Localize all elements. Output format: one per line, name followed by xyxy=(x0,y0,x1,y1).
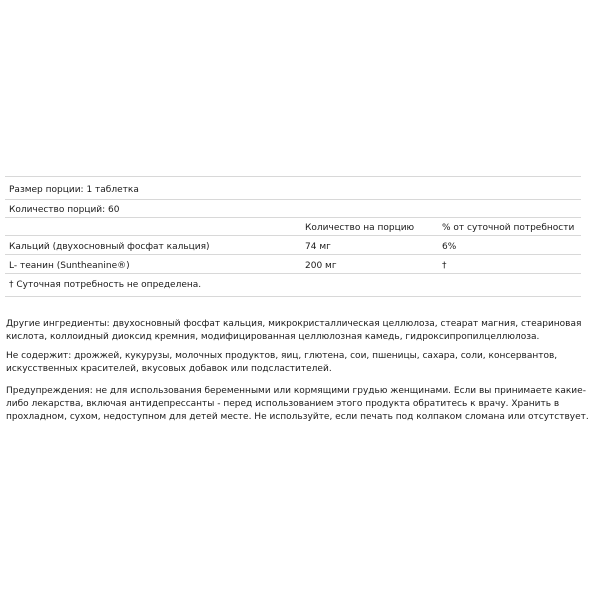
daily-value-footnote: † Суточная потребность не определена. xyxy=(9,280,202,290)
nutrient-amount: 200 мг xyxy=(305,261,337,271)
nutrient-daily-value: † xyxy=(442,261,447,271)
amount-column-header: Количество на порцию xyxy=(305,223,415,233)
supplement-facts-table xyxy=(5,176,581,297)
warnings-paragraph xyxy=(6,385,589,424)
other-ingredients-paragraph xyxy=(6,318,582,344)
nutrient-daily-value: 6% xyxy=(442,242,457,252)
table-row xyxy=(5,235,581,254)
servings-per-container-text: Количество порций: 60 xyxy=(9,205,120,215)
warnings-line: либо лекарства, включая антидепрессанты - перед использованием этого продукта обратитесь к врачу. Хранить в xyxy=(6,399,560,409)
free-from-line: искусственных красителей, вкусовых добавок или подсластителей. xyxy=(6,364,332,374)
warnings-line: Предупреждения: не для использования беременными или кормящими грудью женщинами. Если вы принимаете какие- xyxy=(6,386,586,396)
other-ingredients-line: Другие ингредиенты: двухосновный фосфат кальция, микрокристаллическая целлюлоза, стеарат магния, стеариновая xyxy=(6,319,582,329)
other-ingredients-line: кислота, коллоидный диоксид кремния, модифицированная целлюлозная камедь, гидроксипропилцеллюлоза. xyxy=(6,332,540,342)
table-header-row xyxy=(5,217,581,235)
footnote-row xyxy=(5,273,581,297)
free-from-paragraph xyxy=(6,350,578,376)
daily-value-column-header: % от суточной потребности xyxy=(442,223,575,233)
nutrient-amount: 74 мг xyxy=(305,242,331,252)
table-row xyxy=(5,254,581,273)
free-from-line: Не содержит: дрожжей, кукурузы, молочных продуктов, яиц, глютена, сои, пшеницы, сахара, соли, консервантов, xyxy=(6,351,558,361)
servings-per-container-row xyxy=(5,199,581,217)
serving-size-text: Размер порции: 1 таблетка xyxy=(9,185,139,195)
warnings-line: прохладном, сухом, недоступном для детей месте. Не используйте, если печать под колпаком сломана или отсутствует. xyxy=(6,412,589,422)
serving-size-row xyxy=(5,176,581,199)
nutrient-name: Кальций (двухосновный фосфат кальция) xyxy=(9,242,210,252)
nutrient-name: L- теанин (Suntheanine®) xyxy=(9,261,130,271)
